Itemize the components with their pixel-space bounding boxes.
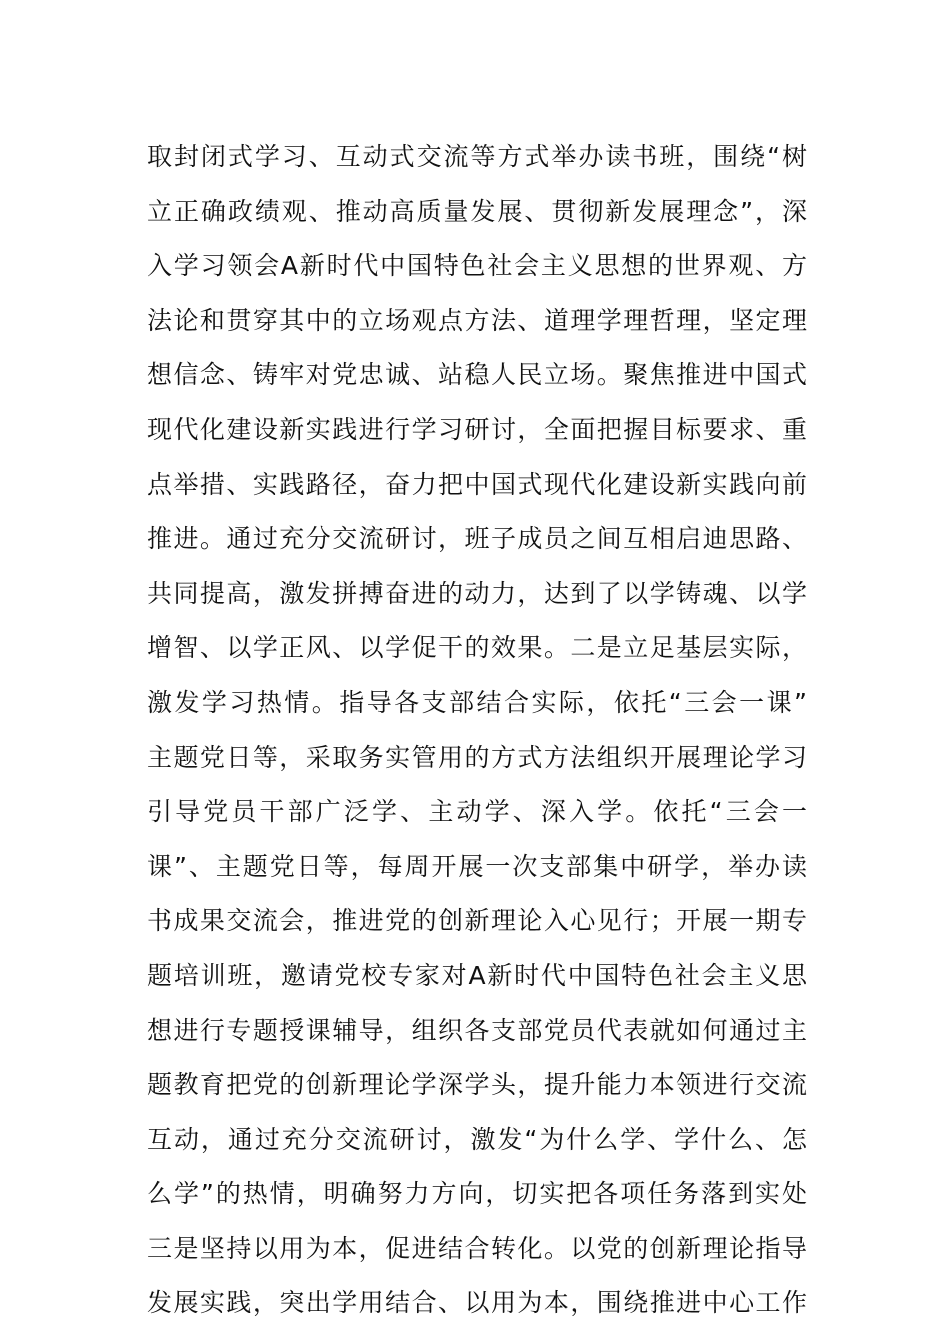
text-line: 激发学习热情。指导各支部结合实际，依托“三会一课” — [147, 687, 807, 717]
text-line: 法论和贯穿其中的立场观点方法、道理学理哲理，坚定理 — [147, 305, 807, 335]
text-line: 现代化建设新实践进行学习研讨，全面把握目标要求、重 — [147, 414, 807, 444]
text-line: 互动，通过充分交流研讨，激发“为什么学、学什么、怎 — [147, 1124, 807, 1154]
text-line: 立正确政绩观、推动高质量发展、贯彻新发展理念”，深 — [147, 196, 807, 226]
text-line: 题教育把党的创新理论学深学头，提升能力本领进行交流 — [147, 1070, 807, 1100]
text-line: 推进。通过充分交流研讨，班子成员之间互相启迪思路、 — [147, 524, 807, 554]
text-line: 主题党日等，采取务实管用的方式方法组织开展理论学习 — [147, 742, 807, 772]
body-text — [147, 130, 807, 1331]
text-line: 共同提高，激发拼搏奋进的动力，达到了以学铸魂、以学 — [147, 578, 807, 608]
text-line: 增智、以学正风、以学促干的效果。二是立足基层实际， — [147, 633, 807, 663]
text-line: 么学”的热情，明确努力方向，切实把各项任务落到实处 — [147, 1179, 807, 1209]
text-line: 点举措、实践路径，奋力把中国式现代化建设新实践向前 — [147, 469, 807, 499]
text-line: 发展实践，突出学用结合、以用为本，围绕推进中心工作 — [147, 1288, 807, 1318]
text-line: 三是坚持以用为本，促进结合转化。以党的创新理论指导 — [147, 1233, 807, 1263]
text-line: 引导党员干部广泛学、主动学、深入学。依托“三会一 — [147, 797, 807, 827]
text-line: 书成果交流会，推进党的创新理论入心见行；开展一期专 — [147, 906, 807, 936]
text-line: 课”、主题党日等，每周开展一次支部集中研学，举办读 — [147, 851, 807, 881]
text-line: 题培训班，邀请党校专家对A新时代中国特色社会主义思 — [147, 960, 807, 990]
text-line: 取封闭式学习、互动式交流等方式举办读书班，围绕“树 — [147, 142, 807, 171]
text-line: 入学习领会A新时代中国特色社会主义思想的世界观、方 — [147, 251, 807, 281]
text-line: 想进行专题授课辅导，组织各支部党员代表就如何通过主 — [147, 1015, 807, 1045]
text-line: 想信念、铸牢对党忠诚、站稳人民立场。聚焦推进中国式 — [147, 360, 807, 390]
